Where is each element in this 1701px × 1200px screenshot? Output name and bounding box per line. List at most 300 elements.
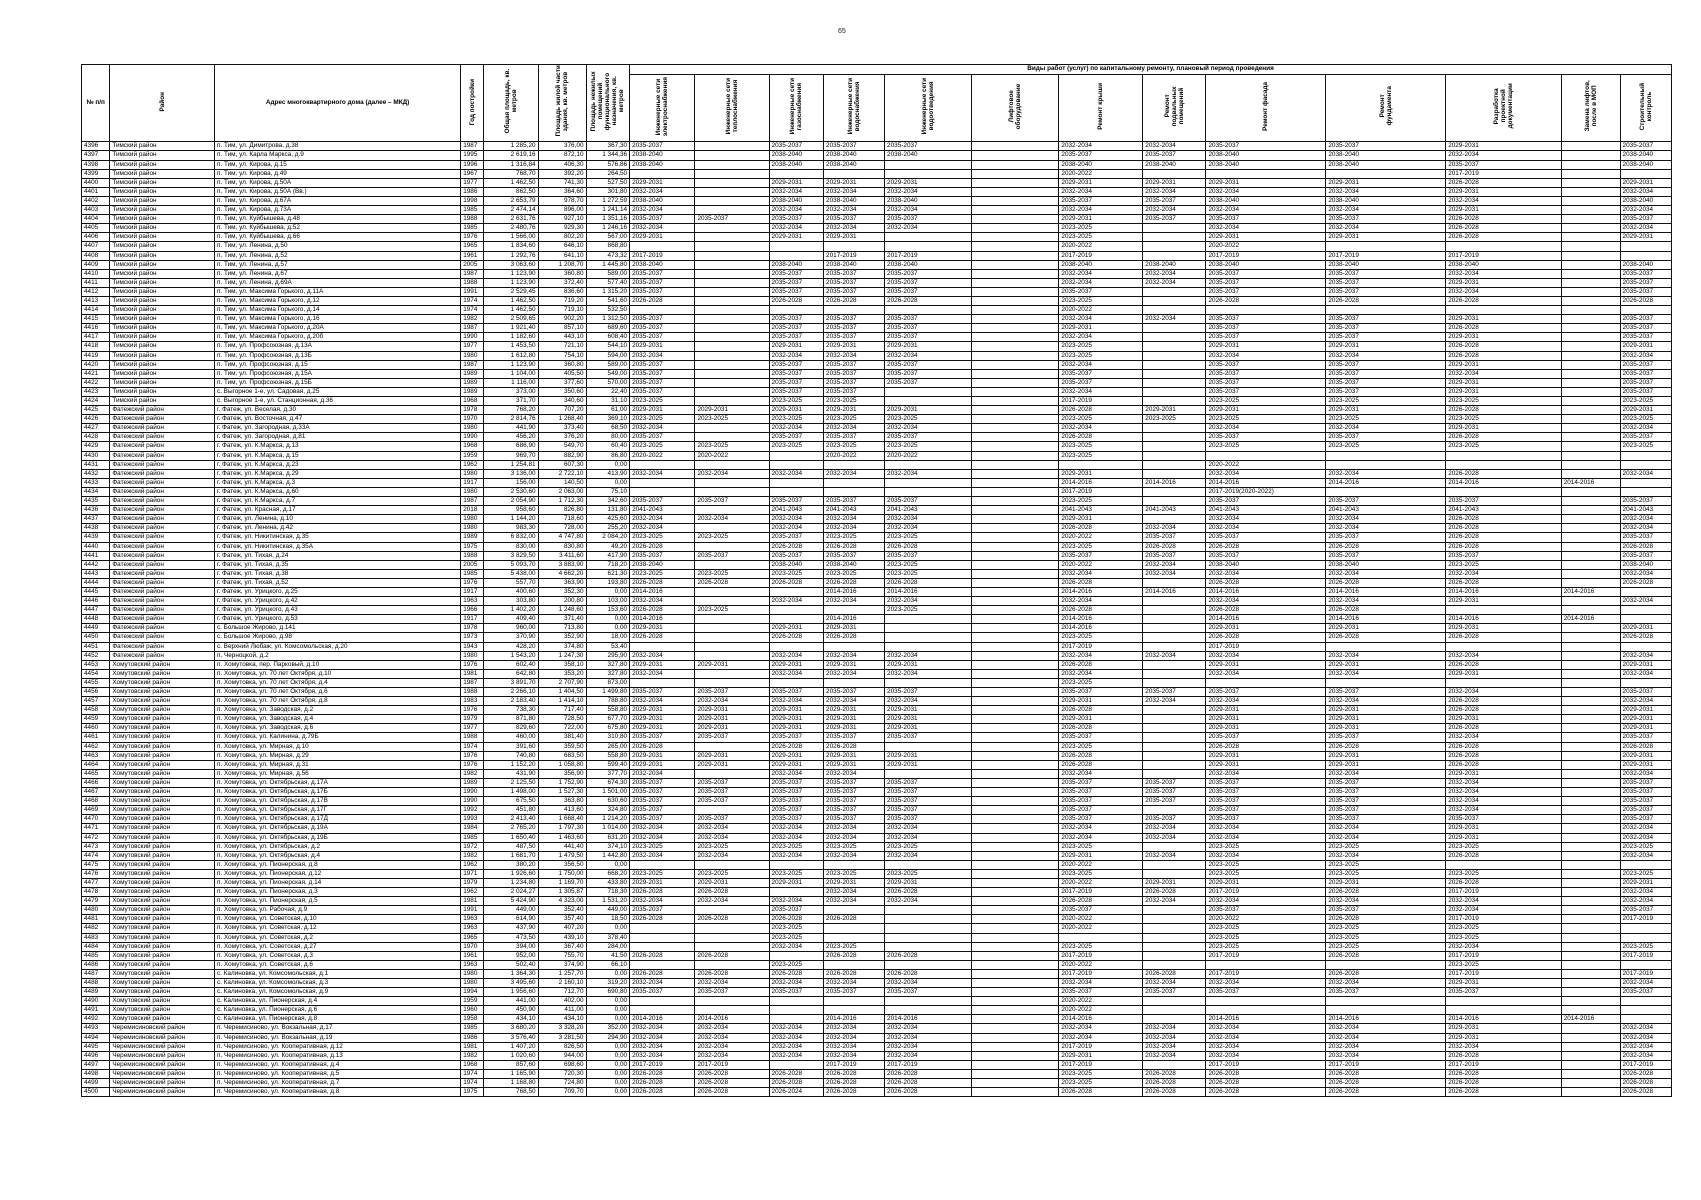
cell-work-period: 2035-2037 (1143, 196, 1206, 205)
cell-work-period: 2023-2025 (1446, 924, 1562, 933)
cell-work-period: 2035-2037 (1206, 778, 1326, 787)
cell-work-period (1143, 724, 1206, 733)
table-row (82, 1006, 1672, 1015)
cell-work-period (972, 306, 1059, 315)
cell-address: п. Тим, ул. Кирова, д.50А (214, 178, 460, 187)
table-row (82, 688, 1672, 697)
cell-work-period (972, 169, 1059, 178)
cell-work-period: 2014-2016 (630, 615, 695, 624)
cell-work-period: 2032-2034 (885, 697, 972, 706)
cell-total-area: 156,00 (484, 478, 538, 487)
cell-work-period: 2017-2019 (1620, 1060, 1671, 1069)
cell-work-period: 2035-2037 (1143, 988, 1206, 997)
cell-work-period: 2032-2034 (1143, 1024, 1206, 1033)
cell-work-period: 2017-2019 (1326, 251, 1446, 260)
cell-work-period (1561, 778, 1620, 787)
cell-work-period (885, 678, 972, 687)
cell-work-period: 2035-2037 (1206, 324, 1326, 333)
cell-work-period: 2026-2028 (630, 296, 695, 305)
cell-living-area: 944,00 (538, 1051, 586, 1060)
cell-work-period (769, 860, 823, 869)
cell-work-period: 2026-2028 (1446, 433, 1562, 442)
cell-work-period: 2035-2037 (1206, 733, 1326, 742)
cell-work-period: 2029-2031 (1206, 878, 1326, 887)
cell-living-area: 359,50 (538, 742, 586, 751)
cell-work-period: 2029-2031 (630, 178, 695, 187)
cell-work-period: 2032-2034 (1326, 824, 1446, 833)
cell-total-area: 2 653,79 (484, 196, 538, 205)
cell-work-period (1561, 906, 1620, 915)
cell-num: 4421 (82, 369, 110, 378)
cell-district: Хомутовский район (110, 997, 215, 1006)
cell-work-period: 2026-2028 (1206, 296, 1326, 305)
cell-living-area: 1 479,50 (538, 851, 586, 860)
cell-address: п. Хомутовка, ул. Октябрьская, д.2 (214, 842, 460, 851)
cell-work-period (1206, 960, 1326, 969)
cell-work-period: 2035-2037 (1059, 806, 1143, 815)
cell-district: Тимский район (110, 224, 215, 233)
cell-work-period: 2029-2031 (769, 724, 823, 733)
register-body (82, 142, 1672, 1097)
cell-work-period: 2032-2034 (1326, 769, 1446, 778)
cell-work-period (1326, 678, 1446, 687)
cell-work-period (1143, 1060, 1206, 1069)
cell-work-period: 2035-2037 (1620, 733, 1671, 742)
col-header-work (1059, 75, 1143, 142)
cell-work-period (972, 669, 1059, 678)
cell-work-period (1326, 997, 1446, 1006)
cell-living-area: 1 305,87 (538, 888, 586, 897)
cell-work-period: 2035-2037 (824, 378, 885, 387)
cell-work-period: 2032-2034 (1620, 824, 1671, 833)
cell-work-period: 2026-2028 (1206, 1069, 1326, 1078)
cell-living-area: 802,20 (538, 233, 586, 242)
cell-work-period: 2029-2031 (769, 751, 823, 760)
cell-work-period: 2023-2025 (1620, 842, 1671, 851)
cell-total-area: 428,20 (484, 642, 538, 651)
cell-work-period: 2029-2031 (1446, 624, 1562, 633)
cell-work-period (885, 924, 972, 933)
cell-work-period: 2029-2031 (695, 878, 769, 887)
cell-nonliving-area: 153,60 (586, 606, 630, 615)
cell-district: Тимский район (110, 187, 215, 196)
cell-nonliving-area: 193,80 (586, 578, 630, 587)
cell-nonliving-area: 677,70 (586, 715, 630, 724)
cell-work-period: 2032-2034 (1620, 515, 1671, 524)
cell-work-period: 2032-2034 (630, 524, 695, 533)
cell-work-period (1143, 515, 1206, 524)
cell-total-area: 1 681,70 (484, 851, 538, 860)
cell-district: Хомутовский район (110, 906, 215, 915)
cell-work-period (1143, 615, 1206, 624)
cell-district: Хомутовский район (110, 833, 215, 842)
cell-work-period: 2032-2034 (1059, 387, 1143, 396)
cell-work-period: 2035-2037 (1620, 360, 1671, 369)
cell-work-period: 2026-2028 (1446, 406, 1562, 415)
cell-nonliving-area: 374,10 (586, 842, 630, 851)
cell-work-period (695, 642, 769, 651)
cell-work-period: 2035-2037 (630, 215, 695, 224)
cell-work-period: 2023-2025 (1446, 560, 1562, 569)
cell-nonliving-area: 264,50 (586, 169, 630, 178)
cell-work-period: 2026-2028 (885, 578, 972, 587)
cell-work-period (1561, 296, 1620, 305)
cell-work-period: 2023-2025 (1059, 451, 1143, 460)
cell-work-period: 2035-2037 (1326, 433, 1446, 442)
cell-work-period: 2032-2034 (769, 897, 823, 906)
table-row (82, 597, 1672, 606)
cell-address: п. Черемисиново, ул. Кооперативная, д.8 (214, 1088, 460, 1097)
cell-work-period: 2026-2028 (1620, 1069, 1671, 1078)
cell-work-period (972, 1069, 1059, 1078)
cell-work-period: 2026-2028 (1206, 1079, 1326, 1088)
cell-work-period: 2023-2025 (1059, 233, 1143, 242)
cell-year: 1976 (461, 760, 484, 769)
cell-district: Хомутовский район (110, 869, 215, 878)
cell-work-period: 2026-2028 (1446, 742, 1562, 751)
cell-total-area: 983,30 (484, 524, 538, 533)
cell-living-area: 728,50 (538, 715, 586, 724)
cell-address: п. Хомутовка, ул. Заводская, д.2 (214, 706, 460, 715)
cell-work-period (824, 306, 885, 315)
cell-district: Тимский район (110, 242, 215, 251)
cell-work-period: 2023-2025 (695, 442, 769, 451)
cell-work-period: 2035-2037 (1326, 378, 1446, 387)
cell-work-period: 2032-2034 (769, 1024, 823, 1033)
cell-work-period: 2041-2043 (1143, 506, 1206, 515)
cell-work-period: 2026-2028 (1446, 324, 1562, 333)
cell-work-period: 2014-2016 (1561, 1015, 1620, 1024)
cell-nonliving-area: 0,00 (586, 1088, 630, 1097)
cell-work-period: 2029-2031 (885, 178, 972, 187)
cell-address: г. Фатеж, ул. Тихая, д.52 (214, 578, 460, 587)
cell-work-period: 2029-2031 (1206, 178, 1326, 187)
cell-work-period (824, 997, 885, 1006)
cell-work-period: 2026-2028 (885, 1088, 972, 1097)
cell-work-period: 2023-2025 (1206, 869, 1326, 878)
cell-work-period: 2023-2025 (885, 569, 972, 578)
cell-living-area: 3 883,90 (538, 560, 586, 569)
cell-work-period (1326, 642, 1446, 651)
cell-work-period: 2029-2031 (1143, 406, 1206, 415)
cell-total-area: 2 529,45 (484, 287, 538, 296)
cell-district: Хомутовский район (110, 797, 215, 806)
cell-work-period: 2032-2034 (769, 669, 823, 678)
cell-work-period (630, 460, 695, 469)
cell-work-period: 2032-2034 (1059, 333, 1143, 342)
cell-work-period (1143, 1015, 1206, 1024)
cell-year: 1981 (461, 897, 484, 906)
cell-work-period: 2035-2037 (1620, 815, 1671, 824)
cell-work-period (695, 333, 769, 342)
cell-work-period (1143, 451, 1206, 460)
cell-work-period: 2032-2034 (769, 424, 823, 433)
cell-work-period (695, 397, 769, 406)
cell-work-period (1326, 460, 1446, 469)
cell-work-period: 2026-2028 (695, 1079, 769, 1088)
cell-living-area: 607,30 (538, 460, 586, 469)
cell-work-period: 2032-2034 (1620, 669, 1671, 678)
cell-total-area: 434,10 (484, 1015, 538, 1024)
cell-nonliving-area: 589,00 (586, 269, 630, 278)
cell-work-period: 2026-2028 (695, 915, 769, 924)
cell-work-period: 2032-2034 (824, 187, 885, 196)
table-row (82, 469, 1672, 478)
cell-work-period (972, 542, 1059, 551)
cell-living-area: 721,10 (538, 342, 586, 351)
table-row (82, 624, 1672, 633)
cell-nonliving-area: 690,80 (586, 988, 630, 997)
cell-year: 1987 (461, 360, 484, 369)
cell-work-period: 2032-2034 (1326, 515, 1446, 524)
cell-work-period (769, 1006, 823, 1015)
cell-work-period (885, 306, 972, 315)
table-row (82, 251, 1672, 260)
cell-work-period: 2035-2037 (824, 324, 885, 333)
cell-address: с. Верхний Любаж, ул. Комсомольская, д.20 (214, 642, 460, 651)
cell-work-period: 2035-2037 (1059, 797, 1143, 806)
cell-work-period: 2014-2016 (1446, 615, 1562, 624)
cell-num: 4491 (82, 1006, 110, 1015)
cell-work-period (1143, 469, 1206, 478)
cell-work-period: 2035-2037 (824, 815, 885, 824)
cell-work-period: 2035-2037 (630, 733, 695, 742)
cell-work-period (972, 778, 1059, 787)
cell-living-area: 352,30 (538, 587, 586, 596)
cell-work-period (1326, 960, 1446, 969)
table-row (82, 969, 1672, 978)
cell-work-period: 2029-2031 (824, 178, 885, 187)
cell-work-period: 2029-2031 (769, 178, 823, 187)
cell-work-period: 2023-2025 (769, 924, 823, 933)
cell-work-period: 2026-2028 (885, 296, 972, 305)
cell-work-period: 2017-2019 (1206, 642, 1326, 651)
cell-work-period (695, 506, 769, 515)
table-row (82, 888, 1672, 897)
cell-address: п. Тим, ул. Максима Горького, д.11А (214, 287, 460, 296)
cell-num: 4446 (82, 597, 110, 606)
cell-living-area: 712,70 (538, 988, 586, 997)
table-row (82, 1079, 1672, 1088)
cell-work-period (630, 960, 695, 969)
cell-work-period (1561, 1079, 1620, 1088)
cell-work-period: 2041-2043 (1326, 506, 1446, 515)
cell-work-period (1143, 387, 1206, 396)
cell-year: 1980 (461, 651, 484, 660)
cell-work-period: 2029-2031 (1059, 324, 1143, 333)
cell-work-period: 2014-2016 (695, 1015, 769, 1024)
cell-total-area: 1 834,60 (484, 242, 538, 251)
cell-address: п. Хомутовка, ул. Октябрьская, д.17Д (214, 815, 460, 824)
cell-year: 1962 (461, 460, 484, 469)
cell-total-area: 740,80 (484, 751, 538, 760)
cell-year: 1978 (461, 406, 484, 415)
cell-nonliving-area: 377,70 (586, 769, 630, 778)
cell-work-period: 2035-2037 (1326, 360, 1446, 369)
cell-district: Тимский район (110, 387, 215, 396)
cell-work-period: 2023-2025 (885, 442, 972, 451)
cell-total-area: 1 292,76 (484, 251, 538, 260)
cell-work-period (1620, 451, 1671, 460)
cell-num: 4448 (82, 615, 110, 624)
table-row (82, 1015, 1672, 1024)
cell-work-period: 2029-2031 (630, 760, 695, 769)
table-row (82, 206, 1672, 215)
cell-work-period: 2038-2040 (1143, 260, 1206, 269)
cell-work-period: 2032-2034 (1620, 697, 1671, 706)
cell-work-period (972, 1060, 1059, 1069)
cell-work-period: 2029-2031 (1206, 342, 1326, 351)
cell-total-area: 409,40 (484, 615, 538, 624)
table-row (82, 424, 1672, 433)
cell-living-area: 360,80 (538, 360, 586, 369)
cell-year: 1971 (461, 869, 484, 878)
cell-work-period: 2023-2025 (769, 960, 823, 969)
cell-work-period (972, 333, 1059, 342)
cell-work-period: 2035-2037 (769, 269, 823, 278)
cell-year: 1977 (461, 342, 484, 351)
table-row (82, 542, 1672, 551)
cell-nonliving-area: 31,10 (586, 397, 630, 406)
cell-num: 4415 (82, 315, 110, 324)
cell-work-period (630, 242, 695, 251)
cell-address: п. Тим, ул. Карла Маркса, д.9 (214, 151, 460, 160)
cell-num: 4455 (82, 678, 110, 687)
cell-work-period: 2032-2034 (885, 1024, 972, 1033)
cell-num: 4437 (82, 515, 110, 524)
cell-work-period: 2032-2034 (1143, 697, 1206, 706)
cell-work-period: 2032-2034 (824, 1042, 885, 1051)
cell-work-period (824, 906, 885, 915)
cell-work-period (1561, 524, 1620, 533)
cell-work-period: 2032-2034 (695, 979, 769, 988)
cell-work-period: 2035-2037 (769, 333, 823, 342)
cell-work-period (1561, 1042, 1620, 1051)
cell-address: п. Тим, ул. Ленина, д.69А (214, 278, 460, 287)
cell-living-area: 402,00 (538, 997, 586, 1006)
cell-work-period (972, 969, 1059, 978)
cell-work-period (695, 315, 769, 324)
cell-work-period (972, 942, 1059, 951)
cell-work-period (1561, 678, 1620, 687)
cell-work-period: 2023-2025 (1206, 933, 1326, 942)
cell-work-period: 2032-2034 (630, 469, 695, 478)
cell-work-period (972, 342, 1059, 351)
cell-work-period: 2038-2040 (1326, 160, 1446, 169)
cell-work-period: 2035-2037 (824, 142, 885, 151)
cell-work-period: 2014-2016 (1206, 587, 1326, 596)
cell-work-period: 2026-2028 (1143, 542, 1206, 551)
cell-work-period: 2026-2028 (1446, 1051, 1562, 1060)
cell-work-period: 2029-2031 (1620, 724, 1671, 733)
cell-year: 1987 (461, 269, 484, 278)
cell-address: п. Тим, ул. Профсоюзная, д.13А (214, 342, 460, 351)
cell-work-period: 2032-2034 (769, 1033, 823, 1042)
table-row (82, 569, 1672, 578)
cell-year: 1985 (461, 206, 484, 215)
cell-total-area: 871,80 (484, 715, 538, 724)
cell-work-period: 2032-2034 (769, 206, 823, 215)
cell-work-period: 2035-2037 (1326, 324, 1446, 333)
cell-work-period (1561, 287, 1620, 296)
cell-address: п. Тим, ул. Куйбышева, д.52 (214, 224, 460, 233)
cell-num: 4418 (82, 342, 110, 351)
cell-work-period: 2026-2028 (1446, 760, 1562, 769)
cell-work-period: 2023-2025 (1206, 860, 1326, 869)
cell-work-period: 2026-2028 (885, 951, 972, 960)
cell-district: Фатежский район (110, 524, 215, 533)
cell-year: 1974 (461, 306, 484, 315)
cell-work-period: 2023-2025 (885, 842, 972, 851)
cell-nonliving-area: 674,30 (586, 778, 630, 787)
cell-work-period: 2035-2037 (885, 378, 972, 387)
cell-num: 4481 (82, 915, 110, 924)
cell-work-period: 2014-2016 (630, 1015, 695, 1024)
cell-living-area: 1 750,00 (538, 869, 586, 878)
cell-work-period: 2035-2037 (695, 215, 769, 224)
cell-work-period (1620, 678, 1671, 687)
cell-work-period (695, 260, 769, 269)
cell-work-period: 2032-2034 (885, 1051, 972, 1060)
table-row (82, 988, 1672, 997)
cell-work-period (695, 378, 769, 387)
cell-work-period: 2020-2022 (1059, 560, 1143, 569)
cell-work-period: 2035-2037 (1446, 815, 1562, 824)
cell-work-period: 2035-2037 (695, 815, 769, 824)
table-row (82, 851, 1672, 860)
cell-work-period (1561, 306, 1620, 315)
cell-work-period: 2026-2028 (1206, 633, 1326, 642)
cell-living-area: 826,80 (538, 506, 586, 515)
cell-year: 1960 (461, 1006, 484, 1015)
cell-work-period: 2032-2034 (1143, 851, 1206, 860)
cell-work-period: 2035-2037 (630, 497, 695, 506)
cell-work-period: 2032-2034 (1206, 187, 1326, 196)
cell-work-period: 2032-2034 (1206, 206, 1326, 215)
cell-district: Хомутовский район (110, 933, 215, 942)
cell-work-period (972, 979, 1059, 988)
cell-num: 4474 (82, 851, 110, 860)
cell-work-period: 2035-2037 (769, 988, 823, 997)
cell-living-area: 741,30 (538, 178, 586, 187)
cell-work-period: 2017-2019 (1206, 251, 1326, 260)
cell-work-period: 2035-2037 (1326, 333, 1446, 342)
cell-work-period: 2032-2034 (630, 697, 695, 706)
cell-year: 1980 (461, 469, 484, 478)
cell-work-period: 2029-2031 (1059, 178, 1143, 187)
cell-district: Фатежский район (110, 442, 215, 451)
cell-living-area: 350,60 (538, 387, 586, 396)
cell-district: Хомутовский район (110, 951, 215, 960)
cell-work-period: 2023-2025 (1446, 933, 1562, 942)
cell-work-period (885, 1006, 972, 1015)
cell-work-period: 2032-2034 (885, 669, 972, 678)
cell-nonliving-area: 873,00 (586, 678, 630, 687)
cell-district: Хомутовский район (110, 1015, 215, 1024)
cell-nonliving-area: 1 531,20 (586, 897, 630, 906)
cell-nonliving-area: 718,30 (586, 888, 630, 897)
cell-num: 4439 (82, 533, 110, 542)
cell-num: 4401 (82, 187, 110, 196)
cell-work-period: 2032-2034 (695, 824, 769, 833)
cell-work-period (630, 487, 695, 496)
cell-work-period (1206, 1006, 1326, 1015)
table-row (82, 1088, 1672, 1097)
cell-work-period: 2029-2031 (885, 760, 972, 769)
cell-work-period: 2017-2019 (630, 1060, 695, 1069)
cell-work-period: 2023-2025 (1326, 933, 1446, 942)
page-number: 65 (838, 28, 846, 35)
